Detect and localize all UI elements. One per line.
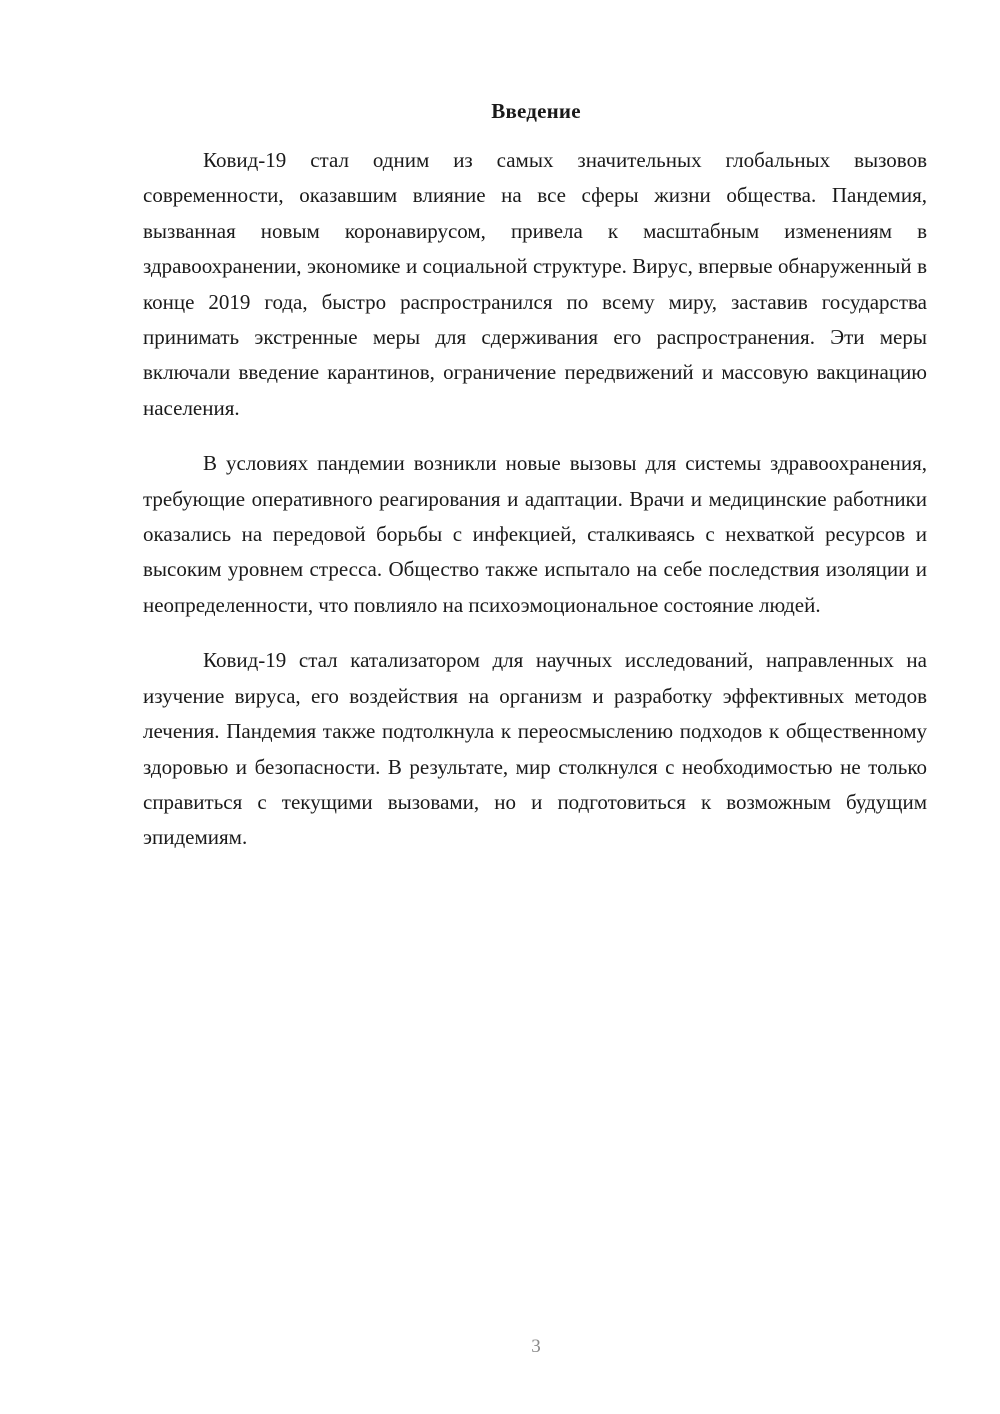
paragraph-1: Ковид-19 стал одним из самых значительных глобальных вызовов современности, оказавшим влияние на все сферы жизни общества. Пандемия, вызванная новым коронавирусом, привела к масштабным изменениям в здравоохранении, экономике и социальной структуре. Вирус, впервые обнаруженный в конце 2019 года, быстро распространился по всему миру, заставив государства принимать экстренные меры для сдерживания его распространения. Эти меры включали введение карантинов, ограничение передвижений и массовую вакцинацию населения. xyxy=(143,148,927,420)
paragraph-2: В условиях пандемии возникли новые вызовы для системы здравоохранения, требующие оперативного реагирования и адаптации. Врачи и медицинские работники оказались на передовой борьбы с инфекцией, сталкиваясь с нехваткой ресурсов и высоким уровнем стресса. Общество также испытало на себе последствия изоляции и неопределенности, что повлияло на психоэмоциональное состояние людей. xyxy=(143,451,927,617)
paragraph-3: Ковид-19 стал катализатором для научных исследований, направленных на изучение вируса, его воздействия на организм и разработку эффективных методов лечения. Пандемия также подтолкнула к переосмыслению подходов к общественному здоровью и безопасности. В результате, мир столкнулся с необходимостью не только справиться с текущими вызовами, но и подготовиться к возможным будущим эпидемиям. xyxy=(143,648,927,850)
page-number: 3 xyxy=(531,1336,541,1357)
document-body xyxy=(143,143,927,856)
section-heading: Введение xyxy=(491,99,581,123)
